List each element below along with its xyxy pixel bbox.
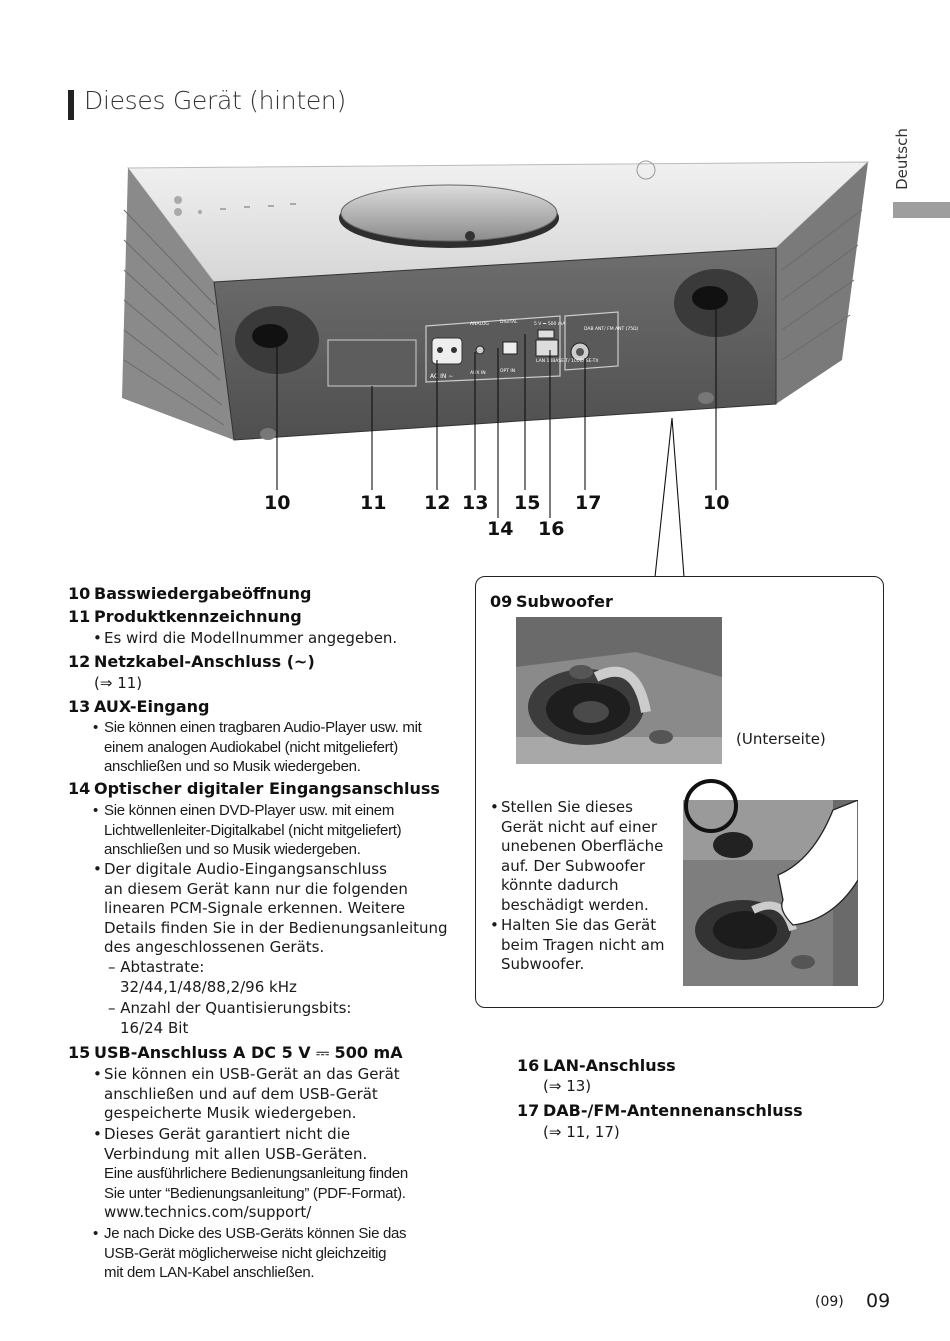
- item-15-bullet-2: • Dieses Gerät garantiert nicht die Verbindung mit allen USB-Geräten. Eine ausführlichere Bedienungsanleitung finden Sie unter “Bedienungsanleitung” (PDF-Format). www.technics.com/support/: [104, 1125, 408, 1223]
- panel-label-opt-in: OPT IN: [500, 369, 516, 374]
- product-label-area: [328, 340, 416, 386]
- panel-label-usb-spec: 5 V ⎓ 500 mA: [534, 322, 566, 327]
- callout-11: 11: [360, 492, 387, 514]
- item-11-bullet: • Es wird die Modellnummer angegeben.: [104, 629, 397, 649]
- item-15-title: 15 USB-Anschluss A DC 5 V ⎓ 500 mA: [68, 1043, 403, 1062]
- callout-12: 12: [424, 492, 451, 514]
- item-13-title: 13 AUX-Eingang: [68, 697, 210, 716]
- callout-13: 13: [462, 492, 489, 514]
- item-14-bullet-2: • Der digitale Audio-Eingangsanschluss an diesem Gerät kann nur die folgenden linearen PCM-Signale erkennen. Weitere Details finden Sie in der Bedienungsanleitung des angeschlossenen Geräts.: [104, 860, 448, 958]
- language-tab-label: Deutsch: [893, 128, 911, 190]
- item-17-ref: (⇒ 11, 17): [543, 1123, 620, 1141]
- panel-label-aux-in: AUX IN: [470, 371, 486, 376]
- circle-marker-icon: [683, 778, 743, 838]
- callout-14: 14: [487, 518, 514, 540]
- item-16-ref: (⇒ 13): [543, 1077, 592, 1095]
- callout-16: 16: [538, 518, 565, 540]
- item-15-bullet-3: • Je nach Dicke des USB-Geräts können Sie das USB-Gerät möglicherweise nicht gleichzeitig mit dem LAN-Kabel anschließen.: [104, 1224, 406, 1283]
- callout-17: 17: [575, 492, 602, 514]
- opt-in-jack-icon: [503, 342, 517, 354]
- item-13-bullet: • Sie können einen tragbaren Audio-Player usw. mit einem analogen Audiokabel (nicht mitgeliefert) anschließen und so Musik wiedergeben.: [104, 718, 421, 777]
- item-12-title: 12 Netzkabel-Anschluss (∼): [68, 652, 315, 671]
- callout-10-right: 10: [703, 492, 730, 514]
- panel-label-analog: ANALOG: [470, 322, 489, 327]
- subwoofer-underside-image: [516, 617, 722, 764]
- item-11-title: 11 Produktkennzeichnung: [68, 607, 302, 626]
- item-14-sub-2: – Anzahl der Quantisierungsbits: 16/24 Bit: [108, 999, 352, 1037]
- item-12-ref: (⇒ 11): [94, 674, 143, 692]
- item-14-title: 14 Optischer digitaler Eingangsanschluss: [68, 779, 440, 798]
- underside-caption: (Unterseite): [736, 730, 826, 748]
- subwoofer-title: 09 Subwoofer: [490, 592, 613, 611]
- page-title: Dieses Gerät (hinten): [84, 86, 346, 115]
- usb-port-icon: [538, 330, 554, 338]
- callout-10-left: 10: [264, 492, 291, 514]
- panel-label-dab-ant: DAB ANT/ FM ANT (75Ω): [584, 327, 639, 332]
- item-14-bullet-1: • Sie können einen DVD-Player usw. mit einem Lichtwellenleiter-Digitalkabel (nicht mitgeliefert) anschließen und so Musik wiedergeben.: [104, 801, 401, 860]
- lan-port-icon: [536, 340, 558, 356]
- subwoofer-bullet-1: • Stellen Sie dieses Gerät nicht auf einer unebenen Oberfläche auf. Der Subwoofer könnte dadurch beschädigt werden.: [501, 798, 663, 916]
- item-17-title: 17 DAB-/FM-Antennenanschluss: [517, 1101, 803, 1120]
- panel-label-ac-in: AC IN ∼: [430, 373, 454, 380]
- subwoofer-bullet-2: • Halten Sie das Gerät beim Tragen nicht am Subwoofer.: [501, 916, 665, 975]
- item-14-sub-1: – Abtastrate: 32/44,1/48/88,2/96 kHz: [108, 958, 297, 996]
- page-number: 09: [866, 1290, 891, 1312]
- panel-label-lan: LAN 10BASE-T/ 100BASE-TX: [536, 359, 599, 364]
- item-10-title: 10 Basswiedergabeöffnung: [68, 584, 312, 603]
- item-16-title: 16 LAN-Anschluss: [517, 1056, 676, 1075]
- panel-label-digital: DIGITAL: [500, 320, 518, 325]
- aux-in-jack-icon: [476, 346, 484, 354]
- page-number-small: (09): [815, 1294, 844, 1310]
- support-url: www.technics.com/support/: [104, 1203, 312, 1222]
- item-15-bullet-1: • Sie können ein USB-Gerät an das Gerät anschließen und auf dem USB-Gerät gespeicherte Musik wiedergeben.: [104, 1065, 400, 1124]
- callout-15: 15: [514, 492, 541, 514]
